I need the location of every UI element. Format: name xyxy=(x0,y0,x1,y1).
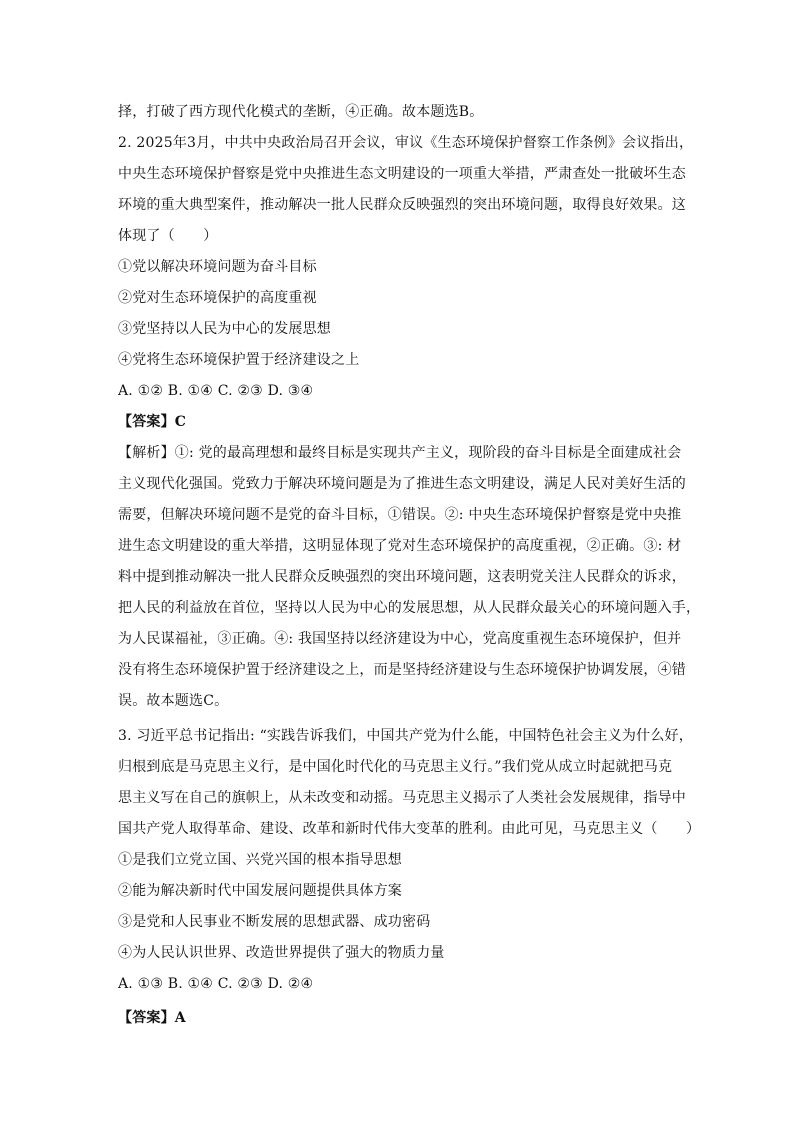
text-line: 体现了（ ） xyxy=(118,228,218,244)
text-line: 没有将生态环境保护置于经济建设之上，而是坚持经济建设与生态环境保护协调发展，④错 xyxy=(118,662,686,678)
text-line: 把人民的利益放在首位，坚持以人民为中心的发展思想，从人民群众最关心的环境问题入手， xyxy=(118,600,701,616)
option-line: ①是我们立党立国、兴党兴国的根本指导思想 xyxy=(118,852,402,868)
text-line: 国共产党人取得革命、建设、改革和新时代伟大变革的胜利。由此可见，马克思主义（ ） xyxy=(118,821,701,837)
option-line: ②能为解决新时代中国发展问题提供具体方案 xyxy=(118,883,402,899)
option-line: ④党将生态环境保护置于经济建设之上 xyxy=(118,352,360,368)
option-line: ②党对生态环境保护的高度重视 xyxy=(118,290,317,306)
question-2-stem: 2. 2025年3月，中共中央政治局召开会议，审议《生态环境保护督察工作条例》会议指出， xyxy=(118,135,694,151)
choices-line: A. ①② B. ①④ C. ②③ D. ③④ xyxy=(118,383,314,399)
text-line: 为人民谋福祉，③正确。④: 我国坚持以经济建设为中心，党高度重视生态环境保护，但并 xyxy=(118,631,682,647)
text-line: 误。故本题选C。 xyxy=(118,693,229,709)
text-line: 归根到底是马克思主义行，是中国化时代化的马克思主义行。”我们党从成立时起就把马克 xyxy=(118,759,673,775)
option-line: ④为人民认识世界、改造世界提供了强大的物质力量 xyxy=(118,945,445,961)
text-line: 中央生态环境保护督察是党中央推进生态文明建设的一项重大举措，严肃查处一批破坏生态 xyxy=(118,166,686,182)
text-line: 主义现代化强国。党致力于解决环境问题是为了推进生态文明建设，满足人民对美好生活的 xyxy=(118,476,686,492)
answer-line: 【答案】C xyxy=(118,414,187,430)
text-line: 思主义写在自己的旗帜上，从未改变和动摇。马克思主义揭示了人类社会发展规律，指导中 xyxy=(118,790,686,806)
option-line: ③是党和人民事业不断发展的思想武器、成功密码 xyxy=(118,914,431,930)
answer-line: 【答案】A xyxy=(118,1010,186,1026)
text-line: 环境的重大典型案件，推动解决一批人民群众反映强烈的突出环境问题，取得良好效果。这 xyxy=(118,197,686,213)
option-line: ①党以解决环境问题为奋斗目标 xyxy=(118,259,317,275)
text-line: 需要，但解决环境问题不是党的奋斗目标，①错误。②: 中央生态环境保护督察是党中央推 xyxy=(118,507,682,523)
text-line: 择，打破了西方现代化模式的垄断，④正确。故本题选B。 xyxy=(118,104,484,120)
choices-line: A. ①③ B. ①④ C. ②③ D. ②④ xyxy=(118,976,314,992)
text-line: 进生态文明建设的重大举措，这明显体现了党对生态环境保护的高度重视，②正确。③: 材 xyxy=(118,538,682,554)
text-line: 料中提到推动解决一批人民群众反映强烈的突出环境问题，这表明党关注人民群众的诉求， xyxy=(118,569,686,585)
analysis-line: 【解析】①: 党的最高理想和最终目标是实现共产主义，现阶段的奋斗目标是全面建成社会 xyxy=(118,445,682,461)
question-3-stem: 3. 习近平总书记指出: “实践告诉我们，中国共产党为什么能，中国特色社会主义为什么好， xyxy=(118,728,693,744)
option-line: ③党坚持以人民为中心的发展思想 xyxy=(118,321,331,337)
